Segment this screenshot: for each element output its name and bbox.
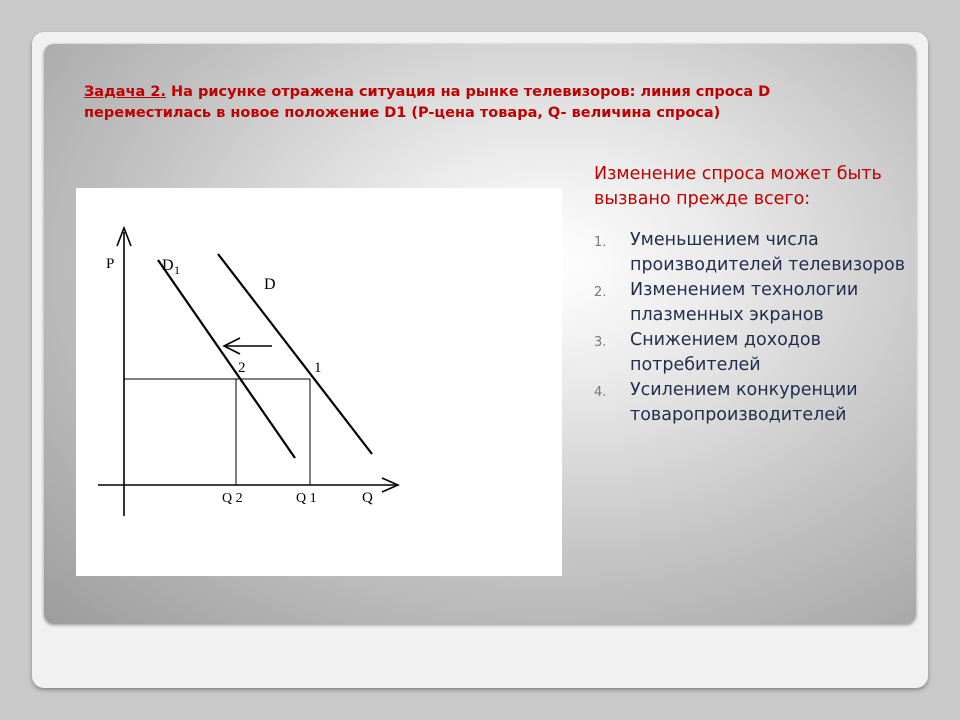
demand-shift-diagram [76,188,562,576]
p-axis-label: P [106,256,115,272]
cause-item-1 [594,228,914,278]
cause-text: Усилением конкуренции товаропроизводителей [630,380,858,425]
causes-panel [594,162,914,428]
cause-text: Изменением технологии плазменных экранов [630,280,859,325]
cause-number: 3. [594,335,607,350]
task-text: На рисунке отражена ситуация на рынке телевизоров: линия спроса D переместилась в новое положение D1 (P-цена товара, Q- величина спроса) [84,84,771,121]
causes-intro: Изменение спроса может быть вызвано прежде всего: [594,164,882,209]
q-axis-label: Q [362,490,373,506]
d-curve [218,254,372,454]
d1-label: D [162,257,174,274]
cause-item-4 [594,378,914,428]
cause-number: 1. [594,235,607,250]
cause-number: 2. [594,285,607,300]
point-1-label: 1 [314,360,322,376]
diagram-svg [76,188,562,576]
task-label: Задача 2. [84,84,166,100]
cause-text: Снижением доходов потребителей [630,330,821,375]
causes-list [594,228,914,428]
cause-text: Уменьшением числа производителей телевизоров [630,230,906,275]
d1-subscript: 1 [174,263,180,277]
cause-number: 4. [594,385,607,400]
q1-label: Q 1 [296,491,317,506]
d-label: D [264,276,276,293]
cause-item-2 [594,278,914,328]
point-2-label: 2 [238,360,246,376]
task-title [84,82,894,124]
q2-label: Q 2 [222,491,243,506]
cause-item-3 [594,328,914,378]
